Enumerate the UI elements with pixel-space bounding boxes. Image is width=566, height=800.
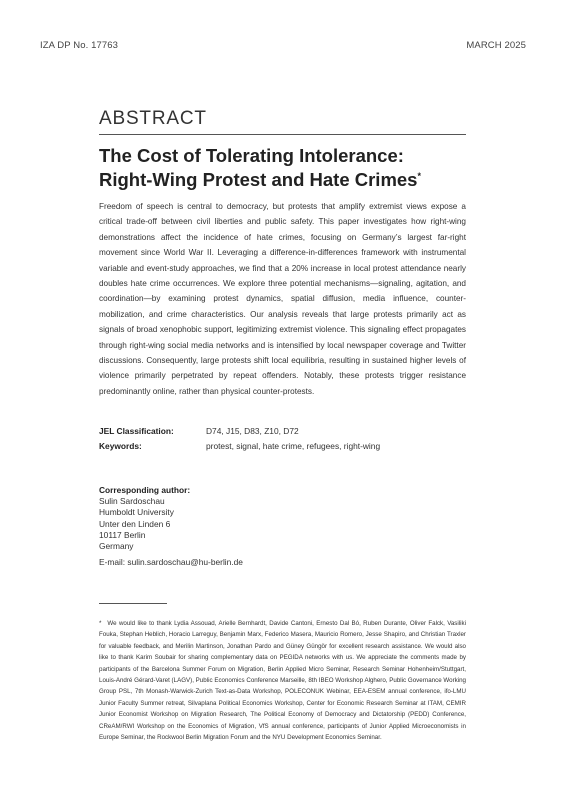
author-city: 10117 Berlin — [99, 529, 146, 540]
footnote-mark: * — [99, 620, 102, 627]
corresponding-author-label: Corresponding author: — [99, 485, 191, 495]
title-divider — [99, 134, 466, 135]
jel-label: JEL Classification: — [99, 426, 174, 436]
acknowledgements-footnote — [99, 618, 466, 743]
jel-value: D74, J15, D83, Z10, D72 — [206, 426, 299, 436]
title-footnote-mark: * — [417, 170, 421, 181]
footnote-divider — [99, 603, 167, 604]
classification-block — [99, 424, 466, 454]
paper-title-line1: The Cost of Tolerating Intolerance: — [99, 145, 404, 166]
footnote-text: We would like to thank Lydia Assouad, Arielle Bernhardt, Davide Cantoni, Ernesto Dal Bó, Ruben Durante, Oliver Falck, Vasiliki Fouka, Stephan Heblich, Horacio Larreguy, Benjamin Marx, Federico Masera, Mauricio Romero, Jesse Shapiro, and Christian Traxler for valuable feedback, and Merilin Martinson, Jonathan Pardo and Güney Güngör for excellent research assistance. We would also like to thank Karim Soubair for sharing complementary data on PEGIDA networks with us. We appreciate the comments made by participants of the Barcelona Summer Forum on Migration, Berlin Applied Micro Seminar, Research Seminar Hohenheim/Stuttgart, Louis-André Gérard-Varet (LAGV), Public Economics Conference Marseille, 8th IBEO Workshop Alghero, Public Governance Working Group PSL, 7th Monash-Warwick-Zurich Text-as-Data Workshop, POLECONUK Webinar, EEA-ESEM annual conference, ifo-LMU Junior Faculty Summer retreat, Silvaplana Political Economics Workshop, Center for Economic Research Seminar at ITAM, CEMIR Junior Economist Workshop on Migration Research, The Political Economy of Democracy and Dictatorship (PEDD) Conference, CReAM/RWI Workshop on the Economics of Migration, VfS annual conference, participants of Junior Applied Microeconomists in Europe Seminar, the Rockwool Berlin Migration Forum and the NYU Development Economics Seminar. — [99, 620, 466, 742]
author-institution: Humboldt University — [99, 507, 174, 518]
keywords-row — [99, 439, 466, 454]
author-name: Sulin Sardoschau — [99, 496, 165, 507]
keywords-label: Keywords: — [99, 441, 142, 451]
author-country: Germany — [99, 541, 134, 552]
corresponding-author-block — [99, 485, 243, 568]
abstract-text: Freedom of speech is central to democracy, but protests that amplify extremist views expose a critical trade-off between civil liberties and public safety. This paper investigates how right-wing demonstrations affect the incidence of hate crimes, focusing on Germany’s largest far-right movement since World War II. Leveraging a difference-in-differences framework with instrumental variable and event-study approaches, we find that a 20% increase in local protest attendance nearly doubles hate crime occurrences. We explore three potential mechanisms—signaling, agitation, and coordination—by examining protest dynamics, spatial diffusion, media influence, counter-mobilization, and crime characteristics. Our analysis reveals that large protests primarily act as signals of broad xenophobic support, legitimizing extremist violence. This signaling effect propagates through right-wing social media networks and is intensified by local newspaper coverage and Twitter discussions. Consequently, large protests shift local equilibria, resulting in sustained higher levels of violence primarily perpetrated by repeat offenders. Notably, these protests trigger resistance predominantly online, rather than physical counter-protests. — [99, 202, 466, 396]
publication-date: MARCH 2025 — [466, 40, 526, 51]
author-email[interactable]: E-mail: sulin.sardoschau@hu-berlin.de — [99, 557, 243, 568]
section-title: ABSTRACT — [99, 108, 207, 129]
keywords-value: protest, signal, hate crime, refugees, right-wing — [206, 441, 381, 451]
author-street: Unter den Linden 6 — [99, 518, 171, 529]
paper-title-line2: Right-Wing Protest and Hate Crimes — [99, 169, 418, 190]
paper-id: IZA DP No. 17763 — [40, 40, 118, 51]
jel-row — [99, 424, 466, 439]
paper-title — [99, 144, 479, 192]
